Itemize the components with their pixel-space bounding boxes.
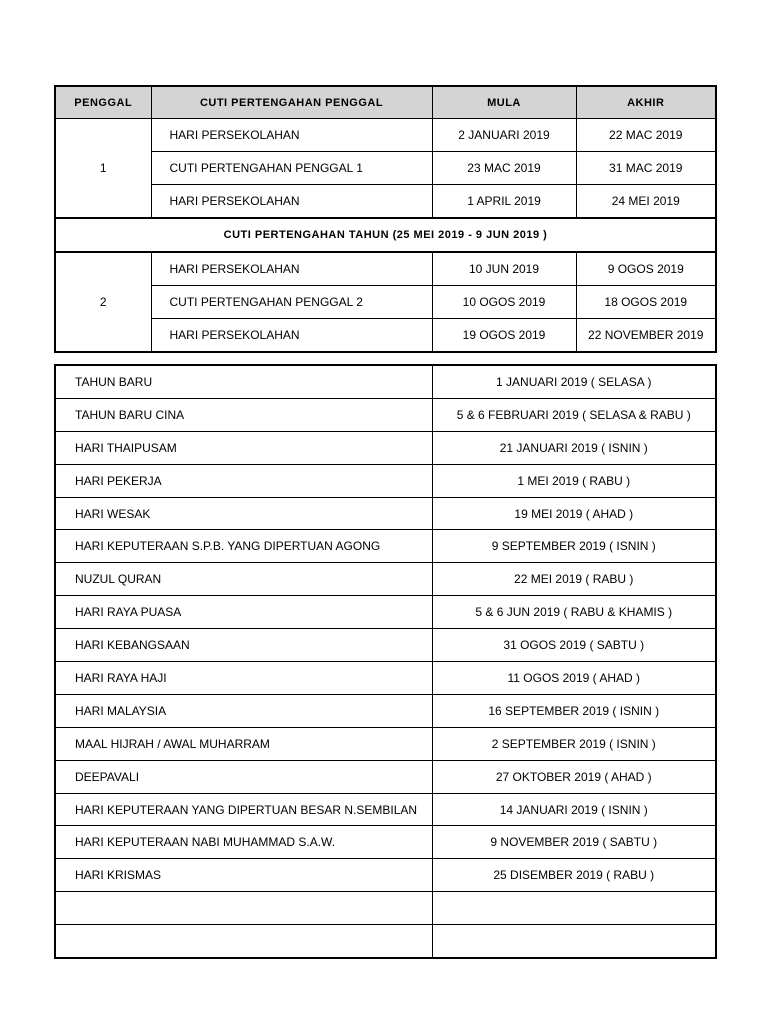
- term-description: HARI PERSEKOLAHAN: [151, 119, 432, 152]
- holiday-date: 2 SEPTEMBER 2019 ( ISNIN ): [432, 727, 716, 760]
- table-row: [55, 431, 716, 464]
- holiday-name: TAHUN BARU CINA: [55, 398, 432, 431]
- holiday-date: 31 OGOS 2019 ( SABTU ): [432, 629, 716, 662]
- table-row: [55, 497, 716, 530]
- term-description: CUTI PERTENGAHAN PENGGAL 1: [151, 152, 432, 185]
- holiday-name: HARI MALAYSIA: [55, 694, 432, 727]
- term-header-row: [55, 86, 716, 119]
- table-row: [55, 319, 716, 353]
- start-date: 10 JUN 2019: [432, 252, 576, 286]
- holiday-date: 9 SEPTEMBER 2019 ( ISNIN ): [432, 530, 716, 563]
- holiday-name: MAAL HIJRAH / AWAL MUHARRAM: [55, 727, 432, 760]
- table-row: [55, 464, 716, 497]
- table-row: [55, 596, 716, 629]
- holiday-date: 19 MEI 2019 ( AHAD ): [432, 497, 716, 530]
- table-row: [55, 629, 716, 662]
- start-date: 1 APRIL 2019: [432, 185, 576, 219]
- holiday-name: HARI THAIPUSAM: [55, 431, 432, 464]
- public-holiday-table: [54, 364, 717, 959]
- mid-year-banner-row: [55, 218, 716, 252]
- holiday-name: HARI PEKERJA: [55, 464, 432, 497]
- school-term-table: [54, 85, 717, 353]
- holiday-name: HARI KEPUTERAAN S.P.B. YANG DIPERTUAN AGONG: [55, 530, 432, 563]
- holiday-date: 5 & 6 FEBRUARI 2019 ( SELASA & RABU ): [432, 398, 716, 431]
- holiday-date: 16 SEPTEMBER 2019 ( ISNIN ): [432, 694, 716, 727]
- holiday-name: DEEPAVALI: [55, 760, 432, 793]
- table-row: [55, 760, 716, 793]
- term-number: 1: [55, 119, 151, 219]
- table-row: [55, 398, 716, 431]
- term-description: HARI PERSEKOLAHAN: [151, 319, 432, 353]
- table-row: [55, 152, 716, 185]
- holiday-name: HARI KEPUTERAAN NABI MUHAMMAD S.A.W.: [55, 826, 432, 859]
- end-date: 31 MAC 2019: [576, 152, 716, 185]
- header-cuti: CUTI PERTENGAHAN PENGGAL: [151, 86, 432, 119]
- table-row: [55, 826, 716, 859]
- holiday-date: 14 JANUARI 2019 ( ISNIN ): [432, 793, 716, 826]
- holiday-name: HARI KEPUTERAAN YANG DIPERTUAN BESAR N.SEMBILAN: [55, 793, 432, 826]
- table-row: [55, 662, 716, 695]
- holiday-date: 22 MEI 2019 ( RABU ): [432, 563, 716, 596]
- table-row: [55, 925, 716, 958]
- term-number: 2: [55, 252, 151, 352]
- holiday-date: 11 OGOS 2019 ( AHAD ): [432, 662, 716, 695]
- table-row: [55, 185, 716, 219]
- header-penggal: PENGGAL: [55, 86, 151, 119]
- start-date: 2 JANUARI 2019: [432, 119, 576, 152]
- end-date: 9 OGOS 2019: [576, 252, 716, 286]
- table-row: [55, 859, 716, 892]
- holiday-name: NUZUL QURAN: [55, 563, 432, 596]
- holiday-name: [55, 925, 432, 958]
- holiday-date: 27 OKTOBER 2019 ( AHAD ): [432, 760, 716, 793]
- holiday-name: HARI WESAK: [55, 497, 432, 530]
- table-row: [55, 252, 716, 286]
- term-description: CUTI PERTENGAHAN PENGGAL 2: [151, 286, 432, 319]
- holiday-date: 5 & 6 JUN 2019 ( RABU & KHAMIS ): [432, 596, 716, 629]
- table-row: [55, 793, 716, 826]
- mid-year-break-banner: CUTI PERTENGAHAN TAHUN (25 MEI 2019 - 9 JUN 2019 ): [55, 218, 716, 252]
- holiday-name: HARI KRISMAS: [55, 859, 432, 892]
- holiday-date: [432, 925, 716, 958]
- term-description: HARI PERSEKOLAHAN: [151, 185, 432, 219]
- holiday-date: 21 JANUARI 2019 ( ISNIN ): [432, 431, 716, 464]
- end-date: 18 OGOS 2019: [576, 286, 716, 319]
- holiday-name: HARI KEBANGSAAN: [55, 629, 432, 662]
- start-date: 23 MAC 2019: [432, 152, 576, 185]
- start-date: 19 OGOS 2019: [432, 319, 576, 353]
- table-row: [55, 119, 716, 152]
- holiday-date: 25 DISEMBER 2019 ( RABU ): [432, 859, 716, 892]
- table-row: [55, 892, 716, 925]
- holiday-date: 1 JANUARI 2019 ( SELASA ): [432, 365, 716, 398]
- holiday-name: HARI RAYA PUASA: [55, 596, 432, 629]
- holiday-name: TAHUN BARU: [55, 365, 432, 398]
- holiday-date: 9 NOVEMBER 2019 ( SABTU ): [432, 826, 716, 859]
- header-akhir: AKHIR: [576, 86, 716, 119]
- holiday-date: 1 MEI 2019 ( RABU ): [432, 464, 716, 497]
- holiday-name: HARI RAYA HAJI: [55, 662, 432, 695]
- table-row: [55, 365, 716, 398]
- header-mula: MULA: [432, 86, 576, 119]
- table-row: [55, 694, 716, 727]
- holiday-date: [432, 892, 716, 925]
- start-date: 10 OGOS 2019: [432, 286, 576, 319]
- term-description: HARI PERSEKOLAHAN: [151, 252, 432, 286]
- table-row: [55, 530, 716, 563]
- end-date: 22 MAC 2019: [576, 119, 716, 152]
- table-row: [55, 727, 716, 760]
- end-date: 24 MEI 2019: [576, 185, 716, 219]
- holiday-name: [55, 892, 432, 925]
- end-date: 22 NOVEMBER 2019: [576, 319, 716, 353]
- table-row: [55, 563, 716, 596]
- table-row: [55, 286, 716, 319]
